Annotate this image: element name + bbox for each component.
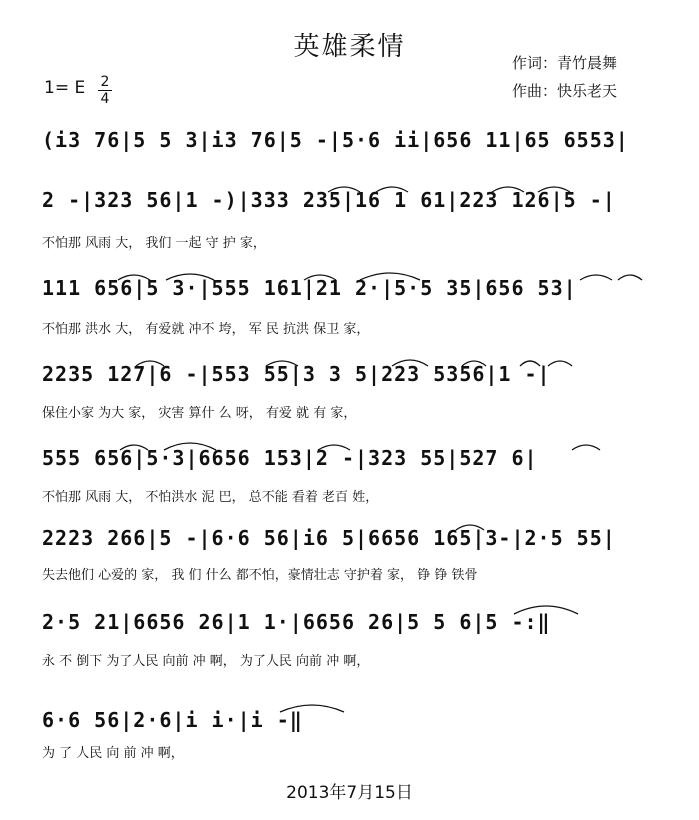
composer-credit: 作曲：快乐老天: [512, 82, 618, 100]
slur-mark: [164, 443, 216, 450]
notation-line-8: 6·6 56|2·6|i i·|i -‖: [42, 708, 303, 732]
notation-line-4: 2235 127|6 -|553 55|3 3 5|223 5356|1 -|: [42, 362, 551, 386]
lyricist-credit: 作词：青竹晨舞: [512, 54, 618, 72]
slur-mark: [120, 445, 148, 450]
lyrics-line-7: 永 不 倒下 为了人民 向前 冲 啊， 为了人民 向前 冲 啊，: [42, 654, 370, 669]
slur-mark: [492, 187, 524, 192]
slur-mark: [318, 445, 350, 450]
notation-line-5: 555 656|5·3|6656 153|2 -|323 55|527 6|: [42, 446, 538, 470]
lyrics-line-5: 不怕那 风雨 大， 不怕洪水 泥 巴， 总不能 看着 老百 姓，: [42, 490, 379, 505]
slur-mark: [514, 606, 578, 614]
slur-mark: [376, 187, 408, 192]
slur-mark: [456, 525, 484, 530]
date-stamp: 2013年7月15日: [286, 783, 413, 803]
slur-mark: [118, 275, 150, 280]
lyrics-line-6: 失去他们 心爱的 家， 我 们 什么 都不怕，豪情壮志 守护着 家， 铮 铮 铁骨: [42, 568, 478, 583]
meter-top: 2: [100, 74, 110, 90]
slur-mark: [520, 361, 540, 366]
slur-mark: [462, 361, 486, 366]
slur-mark: [572, 445, 600, 450]
slur-mark: [548, 361, 572, 366]
slur-mark: [580, 275, 612, 280]
slur-mark: [618, 275, 642, 280]
notation-line-6: 2223 266|5 -|6·6 56|i6 5|6656 165|3-|2·5 55|: [42, 526, 616, 550]
slur-mark: [280, 705, 344, 712]
notation-line-7: 2·5 21|6656 26|1 1·|6656 26|5 5 6|5 -:‖: [42, 610, 551, 634]
lyrics-line-2: 不怕那 风雨 大， 我们 一起 守 护 家，: [42, 236, 266, 251]
lyrics-line-3: 不怕那 洪水 大， 有爱就 冲不 垮， 军 民 抗洪 保卫 家，: [42, 322, 370, 337]
slur-mark: [266, 361, 298, 366]
notation-line-2: 2 -|323 56|1 -)|333 235|16 1 61|223 126|5 -|: [42, 188, 616, 212]
lyrics-line-4: 保住小家 为大 家， 灾害 算什 么 呀， 有爱 就 有 家，: [42, 406, 357, 421]
slur-mark: [328, 187, 360, 192]
slur-mark: [392, 360, 428, 366]
slur-mark: [166, 274, 214, 280]
notation-line-1: (i3 76|5 5 3|i3 76|5 -|5·6 ii|656 11|65 6553|: [42, 128, 629, 152]
lyrics-line-8: 为 了 人民 向 前 冲 啊，: [42, 746, 184, 761]
meter-bottom: 4: [98, 90, 112, 107]
slur-mark: [136, 361, 164, 366]
song-title: 英雄柔情: [293, 32, 406, 62]
key-signature: 1= E: [44, 78, 86, 98]
slur-mark: [360, 273, 420, 280]
slur-mark: [304, 275, 336, 280]
slur-mark: [538, 187, 570, 192]
notation-line-3: 111 656|5 3·|555 161|21 2·|5·5 35|656 53|: [42, 276, 577, 300]
